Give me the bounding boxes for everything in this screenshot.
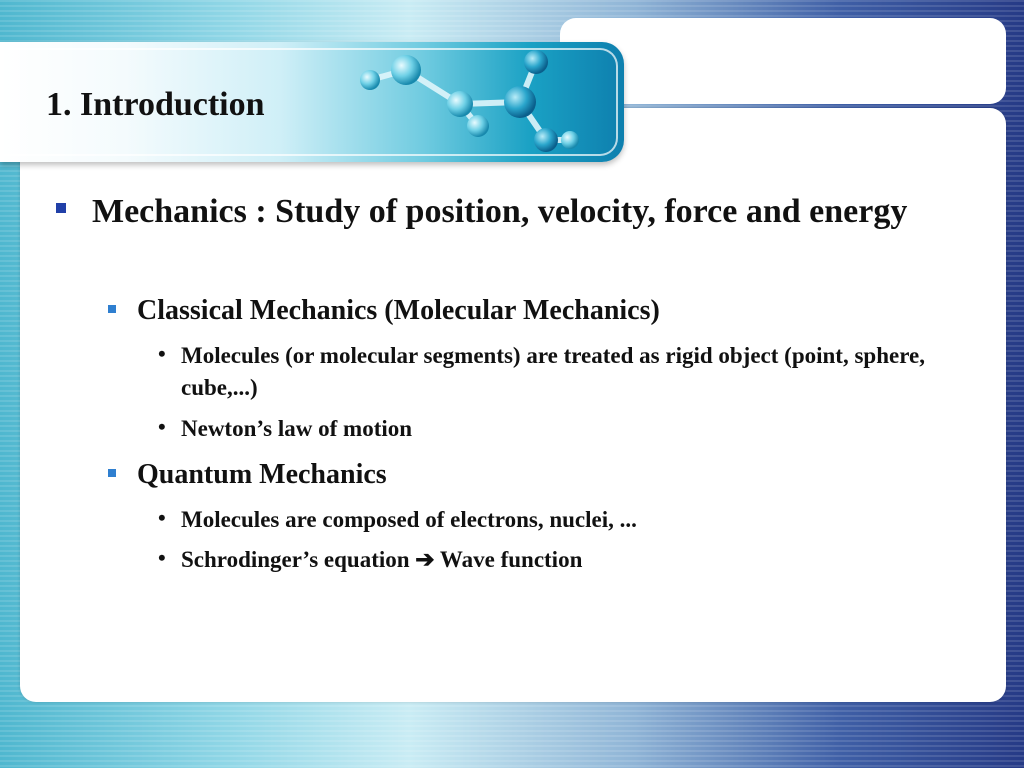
bullet-schrodinger: Schrodinger’s equation ➔ Wave function [181,547,583,572]
level1-bullet-marker [56,203,66,213]
slide-title: 1. Introduction [46,86,265,123]
bullet-newton-law: Newton’s law of motion [181,416,413,441]
level3-bullet-marker: • [158,505,166,530]
bullet-classical-mechanics: Classical Mechanics (Molecular Mechanics) [137,295,660,326]
level3-bullet-marker: • [158,341,166,366]
level3-bullet-marker: • [158,545,166,570]
bullet-rigid-object: Molecules (or molecular segments) are treated as rigid object (point, sphere, cube,...) [181,343,925,400]
bullet-electrons-nuclei: Molecules are composed of electrons, nuclei, ... [181,507,637,532]
bullet-quantum-mechanics: Quantum Mechanics [137,459,387,490]
bullet-mechanics: Mechanics : Study of position, velocity, force and energy [92,193,908,230]
level2-bullet-marker [108,305,116,313]
level3-bullet-marker: • [158,414,166,439]
level2-bullet-marker [108,469,116,477]
